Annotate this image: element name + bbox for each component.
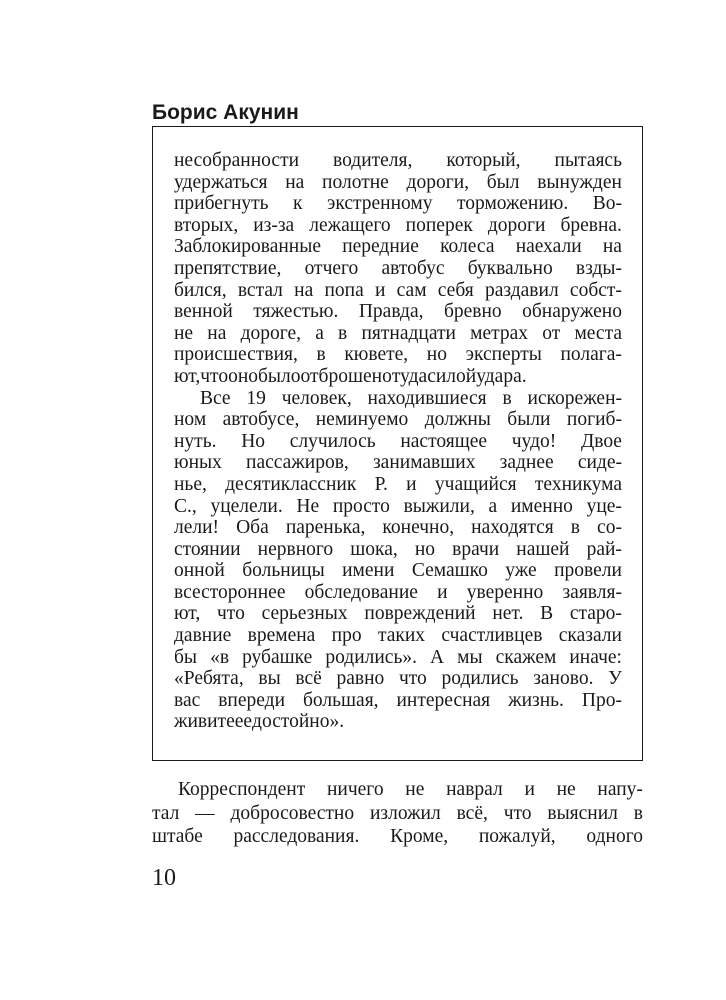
text-line <box>174 236 622 258</box>
word: нашей <box>516 538 570 560</box>
word: «в <box>210 646 230 668</box>
word: В <box>540 603 554 625</box>
text-line <box>174 625 622 647</box>
word: собст- <box>569 279 622 301</box>
word: повреждений <box>364 603 476 625</box>
word: выяснил <box>547 802 618 824</box>
text-line <box>174 603 622 625</box>
text-line <box>174 582 622 604</box>
word: ют, <box>174 603 201 625</box>
word: живите <box>174 711 235 733</box>
text-line <box>174 517 622 539</box>
word: нет. <box>492 603 524 625</box>
word: торможению. <box>456 193 569 215</box>
word: попа <box>324 279 364 301</box>
word: рубашке <box>242 646 313 668</box>
word: случилось <box>289 430 376 452</box>
text-line <box>174 215 622 237</box>
word: и <box>437 581 448 603</box>
word: всестороннее <box>174 581 286 603</box>
word: экстренному <box>326 193 433 215</box>
word: уверенно <box>466 581 544 603</box>
word: старо- <box>569 603 622 625</box>
word: именно <box>510 495 573 517</box>
word: штабе <box>152 826 203 847</box>
word: автобусе, <box>222 409 300 431</box>
text-line <box>174 668 622 690</box>
word: и <box>524 779 535 800</box>
word: венной <box>174 301 233 323</box>
word: добросовестно <box>230 802 355 824</box>
word: были <box>507 409 551 431</box>
word: выжили, <box>403 495 475 517</box>
word: передние <box>342 236 419 258</box>
word: серьезных <box>261 603 348 625</box>
word: обследование <box>304 581 418 603</box>
word: родились». <box>325 646 417 668</box>
text-line <box>174 690 622 712</box>
quoted-article-text <box>174 150 622 733</box>
page-number: 10 <box>152 865 176 891</box>
word: бился, <box>174 279 227 301</box>
word: и <box>406 473 417 495</box>
word: находившиеся <box>367 387 487 409</box>
text-line <box>174 496 622 518</box>
word: туда <box>391 365 428 387</box>
word: человек, <box>281 387 352 409</box>
word: лели! <box>174 517 220 539</box>
word: вас <box>174 689 201 711</box>
text-line <box>152 825 643 849</box>
word: на <box>285 171 305 193</box>
word: уцелели. <box>210 495 283 517</box>
word: со- <box>597 517 622 539</box>
word: просто <box>332 495 390 517</box>
word: учащийся <box>434 473 517 495</box>
word: и <box>374 279 386 301</box>
word: сам <box>396 279 427 301</box>
word: не <box>405 779 425 800</box>
word: прибегнуть <box>174 193 269 215</box>
text-line <box>174 474 622 496</box>
word: Но <box>241 430 266 452</box>
word: кювете, <box>344 344 409 366</box>
word: был <box>486 171 520 193</box>
word: себя <box>437 279 474 301</box>
word: «Ребята, <box>174 668 244 690</box>
word: буквально <box>467 257 553 279</box>
word: который, <box>446 150 521 171</box>
word: оно <box>228 365 259 387</box>
word: рай- <box>586 538 622 560</box>
word: не <box>174 322 194 344</box>
word: онной <box>174 560 225 582</box>
text-line <box>174 431 622 453</box>
word: но <box>414 538 436 560</box>
word: ют, <box>174 365 201 387</box>
word: пятнадцати <box>361 322 456 344</box>
word: искорежен- <box>527 387 622 409</box>
word: было <box>258 365 301 387</box>
word: силой <box>427 365 477 387</box>
running-head-author: Борис Акунин <box>152 101 299 124</box>
word: нье, <box>174 473 207 495</box>
word: дороги <box>487 214 546 236</box>
word: Корреспондент <box>178 779 306 800</box>
text-line <box>174 711 622 733</box>
word: стоянии <box>174 538 241 560</box>
word: нуть. <box>174 430 217 452</box>
word: нервного <box>257 538 334 560</box>
word: чудо! <box>511 430 557 452</box>
word: удержаться <box>174 171 268 193</box>
word: У <box>608 668 622 690</box>
text-line <box>174 560 622 582</box>
word: равно <box>336 668 385 690</box>
word: обнаружено <box>522 301 622 323</box>
word: врачи <box>452 538 500 560</box>
word: тяжестью. <box>253 301 339 323</box>
word: одного <box>586 826 643 847</box>
word: должны <box>424 409 491 431</box>
word: что <box>200 365 229 387</box>
text-line <box>152 802 643 826</box>
word: пытаясь <box>554 150 622 171</box>
word: не <box>556 779 576 800</box>
word: раздавил <box>484 279 559 301</box>
word: на <box>602 236 622 258</box>
word: тал <box>152 802 180 824</box>
word: наврал <box>446 779 503 800</box>
word: мы <box>457 646 483 668</box>
word: бы <box>174 646 198 668</box>
word: места <box>574 322 622 344</box>
word: отброшено <box>300 365 392 387</box>
word: бревна. <box>560 214 622 236</box>
word: скажем <box>495 646 557 668</box>
word: провели <box>554 560 622 582</box>
text-line <box>174 366 622 388</box>
word: бревно <box>443 301 502 323</box>
word: десятиклассник <box>225 473 357 495</box>
word: на <box>207 322 227 344</box>
word: счастливцев <box>441 625 543 647</box>
word: сказали <box>558 625 622 647</box>
word: пассажиров, <box>246 452 349 474</box>
word: уже <box>505 560 537 582</box>
word: лежащего <box>309 214 391 236</box>
word: Во- <box>592 193 622 215</box>
word: а <box>488 495 498 517</box>
word: наехали <box>515 236 582 258</box>
word: что <box>398 668 427 690</box>
word: иначе: <box>569 646 622 668</box>
word: дороги, <box>406 171 470 193</box>
word: давние <box>174 625 232 647</box>
word: всё, <box>456 802 488 824</box>
text-line <box>174 539 622 561</box>
word: С., <box>174 495 197 517</box>
word: сиде- <box>577 452 622 474</box>
word: полага- <box>560 344 622 366</box>
word: метрах <box>470 322 529 344</box>
word: Все <box>200 387 231 409</box>
word: что <box>503 802 532 824</box>
word: заново. <box>533 668 594 690</box>
word: напу- <box>597 779 643 800</box>
word: вторых, <box>174 214 239 236</box>
word: Оба <box>236 517 269 539</box>
word: а <box>315 322 324 344</box>
word: достойно». <box>252 711 345 733</box>
text-line <box>152 778 643 802</box>
word: препятствие, <box>174 257 282 279</box>
word: большая, <box>302 689 379 711</box>
text-line <box>174 388 622 410</box>
word: впереди <box>218 689 286 711</box>
text-line <box>174 280 622 302</box>
text-line <box>174 344 622 366</box>
body-paragraph <box>152 778 643 849</box>
text-line <box>174 452 622 474</box>
word: заднее <box>499 452 554 474</box>
text-line <box>174 258 622 280</box>
word: юных <box>174 452 222 474</box>
word: дороге, <box>240 322 302 344</box>
word: времена <box>247 625 316 647</box>
word: вы <box>258 668 281 690</box>
word: Не <box>296 495 320 517</box>
text-line <box>174 323 622 345</box>
word: автобус <box>381 257 445 279</box>
word: что <box>217 603 245 625</box>
word: Правда, <box>358 301 424 323</box>
word: колеса <box>440 236 495 258</box>
word: в <box>570 517 580 539</box>
word: в <box>502 387 512 409</box>
word: — <box>195 802 215 824</box>
text-line <box>174 647 622 669</box>
word: имени <box>342 560 395 582</box>
word: от <box>542 322 561 344</box>
word: несобранности <box>174 150 300 171</box>
word: конечно, <box>382 517 455 539</box>
word: полотне <box>322 171 389 193</box>
word: жизнь. <box>508 689 564 711</box>
word: про <box>331 625 362 647</box>
text-line <box>174 301 622 323</box>
word: занимавших <box>372 452 476 474</box>
word: настоящее <box>400 430 488 452</box>
word: в <box>316 344 326 366</box>
word: шока, <box>350 538 398 560</box>
word: пожалуй, <box>478 826 556 847</box>
word: ничего <box>326 779 384 800</box>
word: уце- <box>586 495 622 517</box>
word: встал <box>237 279 283 301</box>
word: удара. <box>476 365 527 387</box>
word: в <box>338 322 348 344</box>
word: таких <box>377 625 426 647</box>
word: паренька, <box>285 517 366 539</box>
word: Двое <box>580 430 622 452</box>
word: Кроме, <box>390 826 449 847</box>
word: взды- <box>575 257 622 279</box>
word: неминуемо <box>315 409 409 431</box>
word: Про- <box>581 689 622 711</box>
word: отчего <box>304 257 359 279</box>
word: расследования. <box>233 826 360 847</box>
word: к <box>293 193 303 215</box>
word: Р. <box>374 473 388 495</box>
word: водителя, <box>333 150 413 171</box>
word: но <box>426 344 447 366</box>
word: всё <box>295 668 322 690</box>
word: ее <box>234 711 253 733</box>
word: происшествия, <box>174 344 298 366</box>
word: изложил <box>369 802 441 824</box>
word: Заблокированные <box>174 236 321 258</box>
word: вынужден <box>537 171 622 193</box>
word: ном <box>174 409 207 431</box>
word: больницы <box>242 560 325 582</box>
word: находятся <box>471 517 554 539</box>
text-line <box>174 193 622 215</box>
word: родились <box>441 668 519 690</box>
word: А <box>430 646 445 668</box>
text-line <box>174 172 622 194</box>
word: погиб- <box>566 409 622 431</box>
word: из-за <box>253 214 295 236</box>
word: в <box>633 802 643 824</box>
word: Семашко <box>411 560 488 582</box>
word: 19 <box>246 387 266 409</box>
word: заявля- <box>562 581 622 603</box>
word: интересная <box>396 689 491 711</box>
word: на <box>294 279 314 301</box>
text-line <box>174 150 622 172</box>
word: техникума <box>534 473 622 495</box>
word: поперек <box>405 214 473 236</box>
text-line <box>174 409 622 431</box>
word: эксперты <box>465 344 542 366</box>
